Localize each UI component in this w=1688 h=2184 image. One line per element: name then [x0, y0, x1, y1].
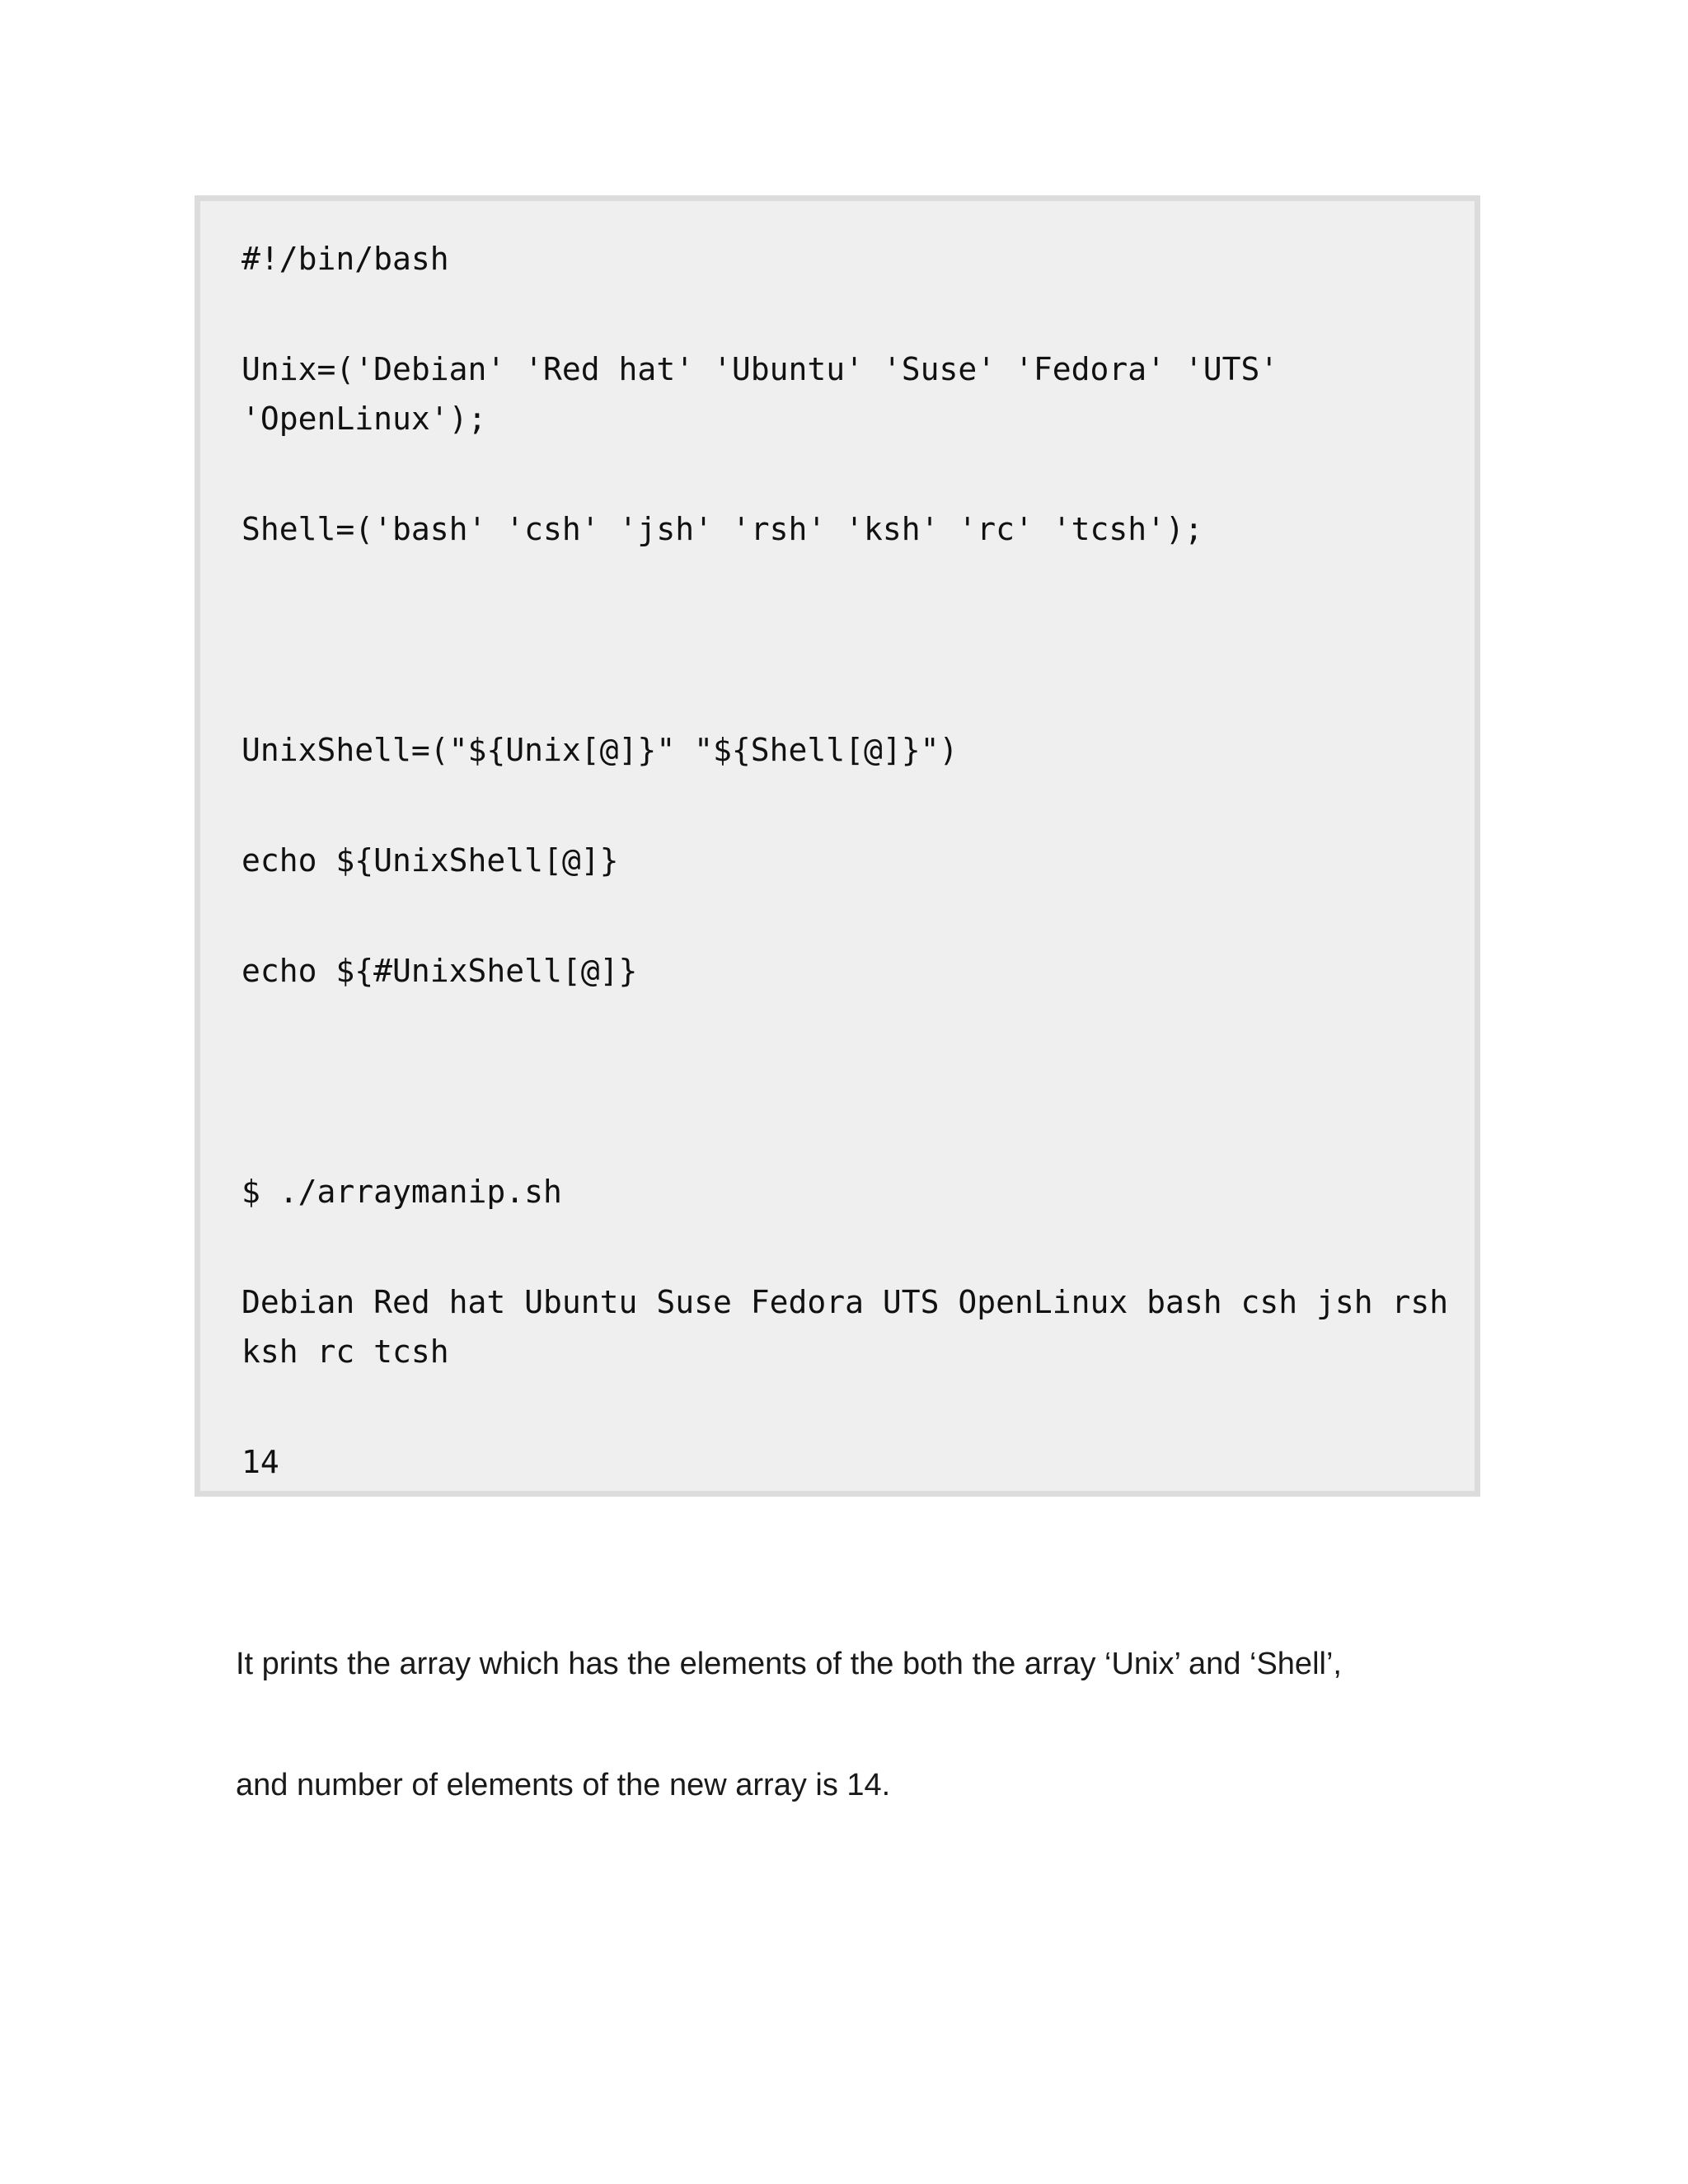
- code-line-unix-array-continued: 'OpenLinux');: [241, 401, 487, 437]
- explanation-line-2: and number of elements of the new array is 14.: [236, 1768, 891, 1802]
- code-line-unix-array: Unix=('Debian' 'Red hat' 'Ubuntu' 'Suse' 'Fedora' 'UTS': [241, 351, 1279, 387]
- code-line-output-count: 14: [241, 1444, 279, 1480]
- code-block: [195, 195, 1480, 1497]
- code-line-echo-elements: echo ${UnixShell[@]}: [241, 842, 619, 879]
- code-line-output-elements: Debian Red hat Ubuntu Suse Fedora UTS OpenLinux bash csh jsh rsh: [241, 1284, 1449, 1320]
- code-line-run-command: $ ./arraymanip.sh: [241, 1174, 562, 1210]
- code-line-shell-array: Shell=('bash' 'csh' 'jsh' 'rsh' 'ksh' 'rc' 'tcsh');: [241, 511, 1203, 547]
- explanation-line-1: It prints the array which has the elements of the both the array ‘Unix’ and ‘Shell’,: [236, 1647, 1342, 1681]
- code-line-output-elements-continued: ksh rc tcsh: [241, 1333, 449, 1370]
- code-line-echo-count: echo ${#UnixShell[@]}: [241, 953, 638, 989]
- code-line-unixshell-array: UnixShell=("${Unix[@]}" "${Shell[@]}"): [241, 732, 959, 768]
- code-line-shebang: #!/bin/bash: [241, 241, 449, 277]
